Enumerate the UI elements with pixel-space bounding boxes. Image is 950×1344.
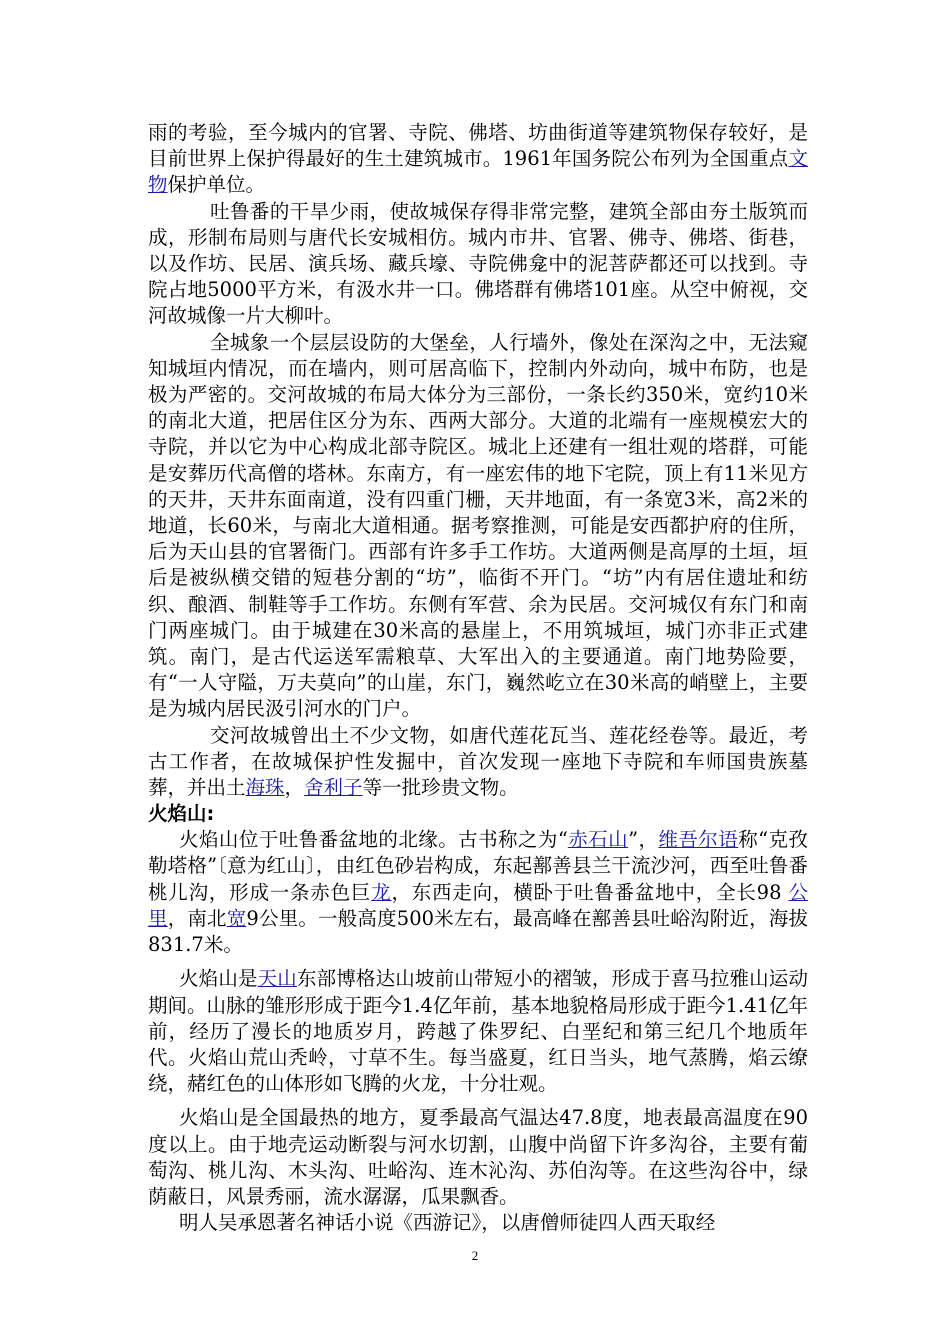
- link-gongli[interactable]: 公里: [148, 880, 808, 930]
- link-uyghur-language[interactable]: 维吾尔语: [658, 828, 739, 852]
- paragraph-7: 火焰山是全国最热的地方，夏季最高气温达47.8度，地表最高温度在90度以上。由于地壳运动断裂与河水切割，山腹中尚留下许多沟谷，主要有葡萄沟、桃儿沟、木头沟、吐峪沟、连木沁沟、苏伯沟等。在这些沟谷中，绿荫蔽日，风景秀丽，流水潺潺，瓜果飘香。: [148, 1106, 808, 1208]
- paragraph-2: 吐鲁番的干旱少雨，使故城保存得非常完整，建筑全部由夯土版筑而成，形制布局则与唐代长安城相仿。城内市井、官署、佛寺、佛塔、街巷，以及作坊、民居、演兵场、藏兵壕、寺院佛龛中的泥菩萨都还可以找到。寺院占地5000平方米，有汲水井一口。佛塔群有佛塔101座。从空中俯视，交河故城像一片大柳叶。: [148, 199, 808, 328]
- text-span: ，: [284, 776, 305, 800]
- document-body: [148, 120, 808, 1236]
- section-heading: 火焰山:: [148, 802, 215, 826]
- text-span: 保护单位。: [167, 173, 266, 197]
- text-span: 雨的考验，至今城内的官署、寺院、佛塔、坊曲街道等建筑物保存较好，是目前世界上保护得最好的生土建筑城市。1961年国务院公布列为全国重点: [148, 121, 808, 171]
- page-number: 2: [471, 1248, 479, 1263]
- text-span: 9公里。一般高度500米左右，最高峰在鄯善县吐峪沟附近，海拔831.7米。: [148, 906, 808, 957]
- text-span: ，东西走向，横卧于吐鲁番盆地中，全长98: [391, 880, 789, 904]
- text-span: 火焰山是: [179, 967, 258, 991]
- paragraph-3: 全城象一个层层设防的大堡垒，人行墙外，像处在深沟之中，无法窥知城垣内情况，而在墙内，则可居高临下，控制内外动向，城中布防，也是极为严密的。交河故城的布局大体分为三部份，一条长约350米，宽约10米的南北大道，把居住区分为东、西两大部分。大道的北端有一座规模宏大的寺院，并以它为中心构成北部寺院区。城北上还建有一组壮观的塔群，可能是安葬历代高僧的塔林。东南方，有一座宏伟的地下宅院，顶上有11米见方的天井，天井东面南道，没有四重门栅，天井地面，有一条宽3米，高2米的地道，长60米，与南北大道相通。据考察推测，可能是安西都护府的住所，后为天山县的官署衙门。西部有许多手工作坊。大道两侧是高厚的土垣，垣后是被纵横交错的短巷分割的“坊”，临街不开门。“坊”内有居住遗址和纺织、酿酒、制鞋等手工作坊。东侧有军营、余为民居。交河城仅有东门和南门两座城门。由于城建在30米高的悬崖上，不用筑城垣，城门亦非正式建筑。南门，是古代运送军需粮草、大军出入的主要通道。南门地势险要，有“一人守隘，万夫莫向”的山崖，东门，巍然屹立在30米高的峭壁上，主要是为城内居民汲引河水的门户。: [148, 330, 808, 721]
- text-span: 东部博格达山坡前山带短小的褶皱，形成于喜马拉雅山运动期间。山脉的雏形形成于距今1.4亿年前，基本地貌格局形成于距今1.41亿年前，经历了漫长的地质岁月，跨越了侏罗纪、白垩纪和第三纪几个地质年代。火焰山荒山秃岭，寸草不生。每当盛夏，红日当头，地气蒸腾，焰云缭绕，赭红色的山体形如飞腾的火龙，十分壮观。: [148, 967, 808, 1096]
- paragraph-5: [148, 827, 808, 958]
- text-span: 等一批珍贵文物。: [362, 776, 519, 800]
- link-kuan[interactable]: 宽: [226, 906, 247, 930]
- paragraph-6: [148, 966, 808, 1097]
- text-span: 交河故城曾出土不少文物，如唐代莲花瓦当、莲花经卷等。最近，考古工作者，在故城保护性发掘中，首次发现一座地下寺院和车师国贵族墓葬，并出土: [148, 723, 808, 800]
- link-long[interactable]: 龙: [371, 880, 392, 904]
- text-span: ，南北: [167, 906, 227, 930]
- text-span: 称“克孜勒塔格”〔意为红山〕，由红色砂岩构成，东起鄯善县兰干流沙河，西至吐鲁番桃儿沟，形成一条赤色巨: [148, 828, 808, 904]
- text-span: ”，: [628, 828, 659, 852]
- link-chishishan[interactable]: 赤石山: [567, 828, 629, 852]
- link-tianshan[interactable]: 天山: [257, 967, 297, 991]
- link-haizhu[interactable]: 海珠: [245, 776, 285, 800]
- paragraph-4: [148, 723, 808, 802]
- text-span: 火焰山位于吐鲁番盆地的北缘。古书称之为“: [179, 828, 568, 852]
- paragraph-8: 明人吴承恩著名神话小说《西游记》，以唐僧师徒四人西天取经: [179, 1211, 716, 1235]
- paragraph-1: [148, 120, 808, 199]
- link-shelizi[interactable]: 舍利子: [304, 776, 363, 800]
- link-wenwu[interactable]: 文物: [148, 147, 808, 197]
